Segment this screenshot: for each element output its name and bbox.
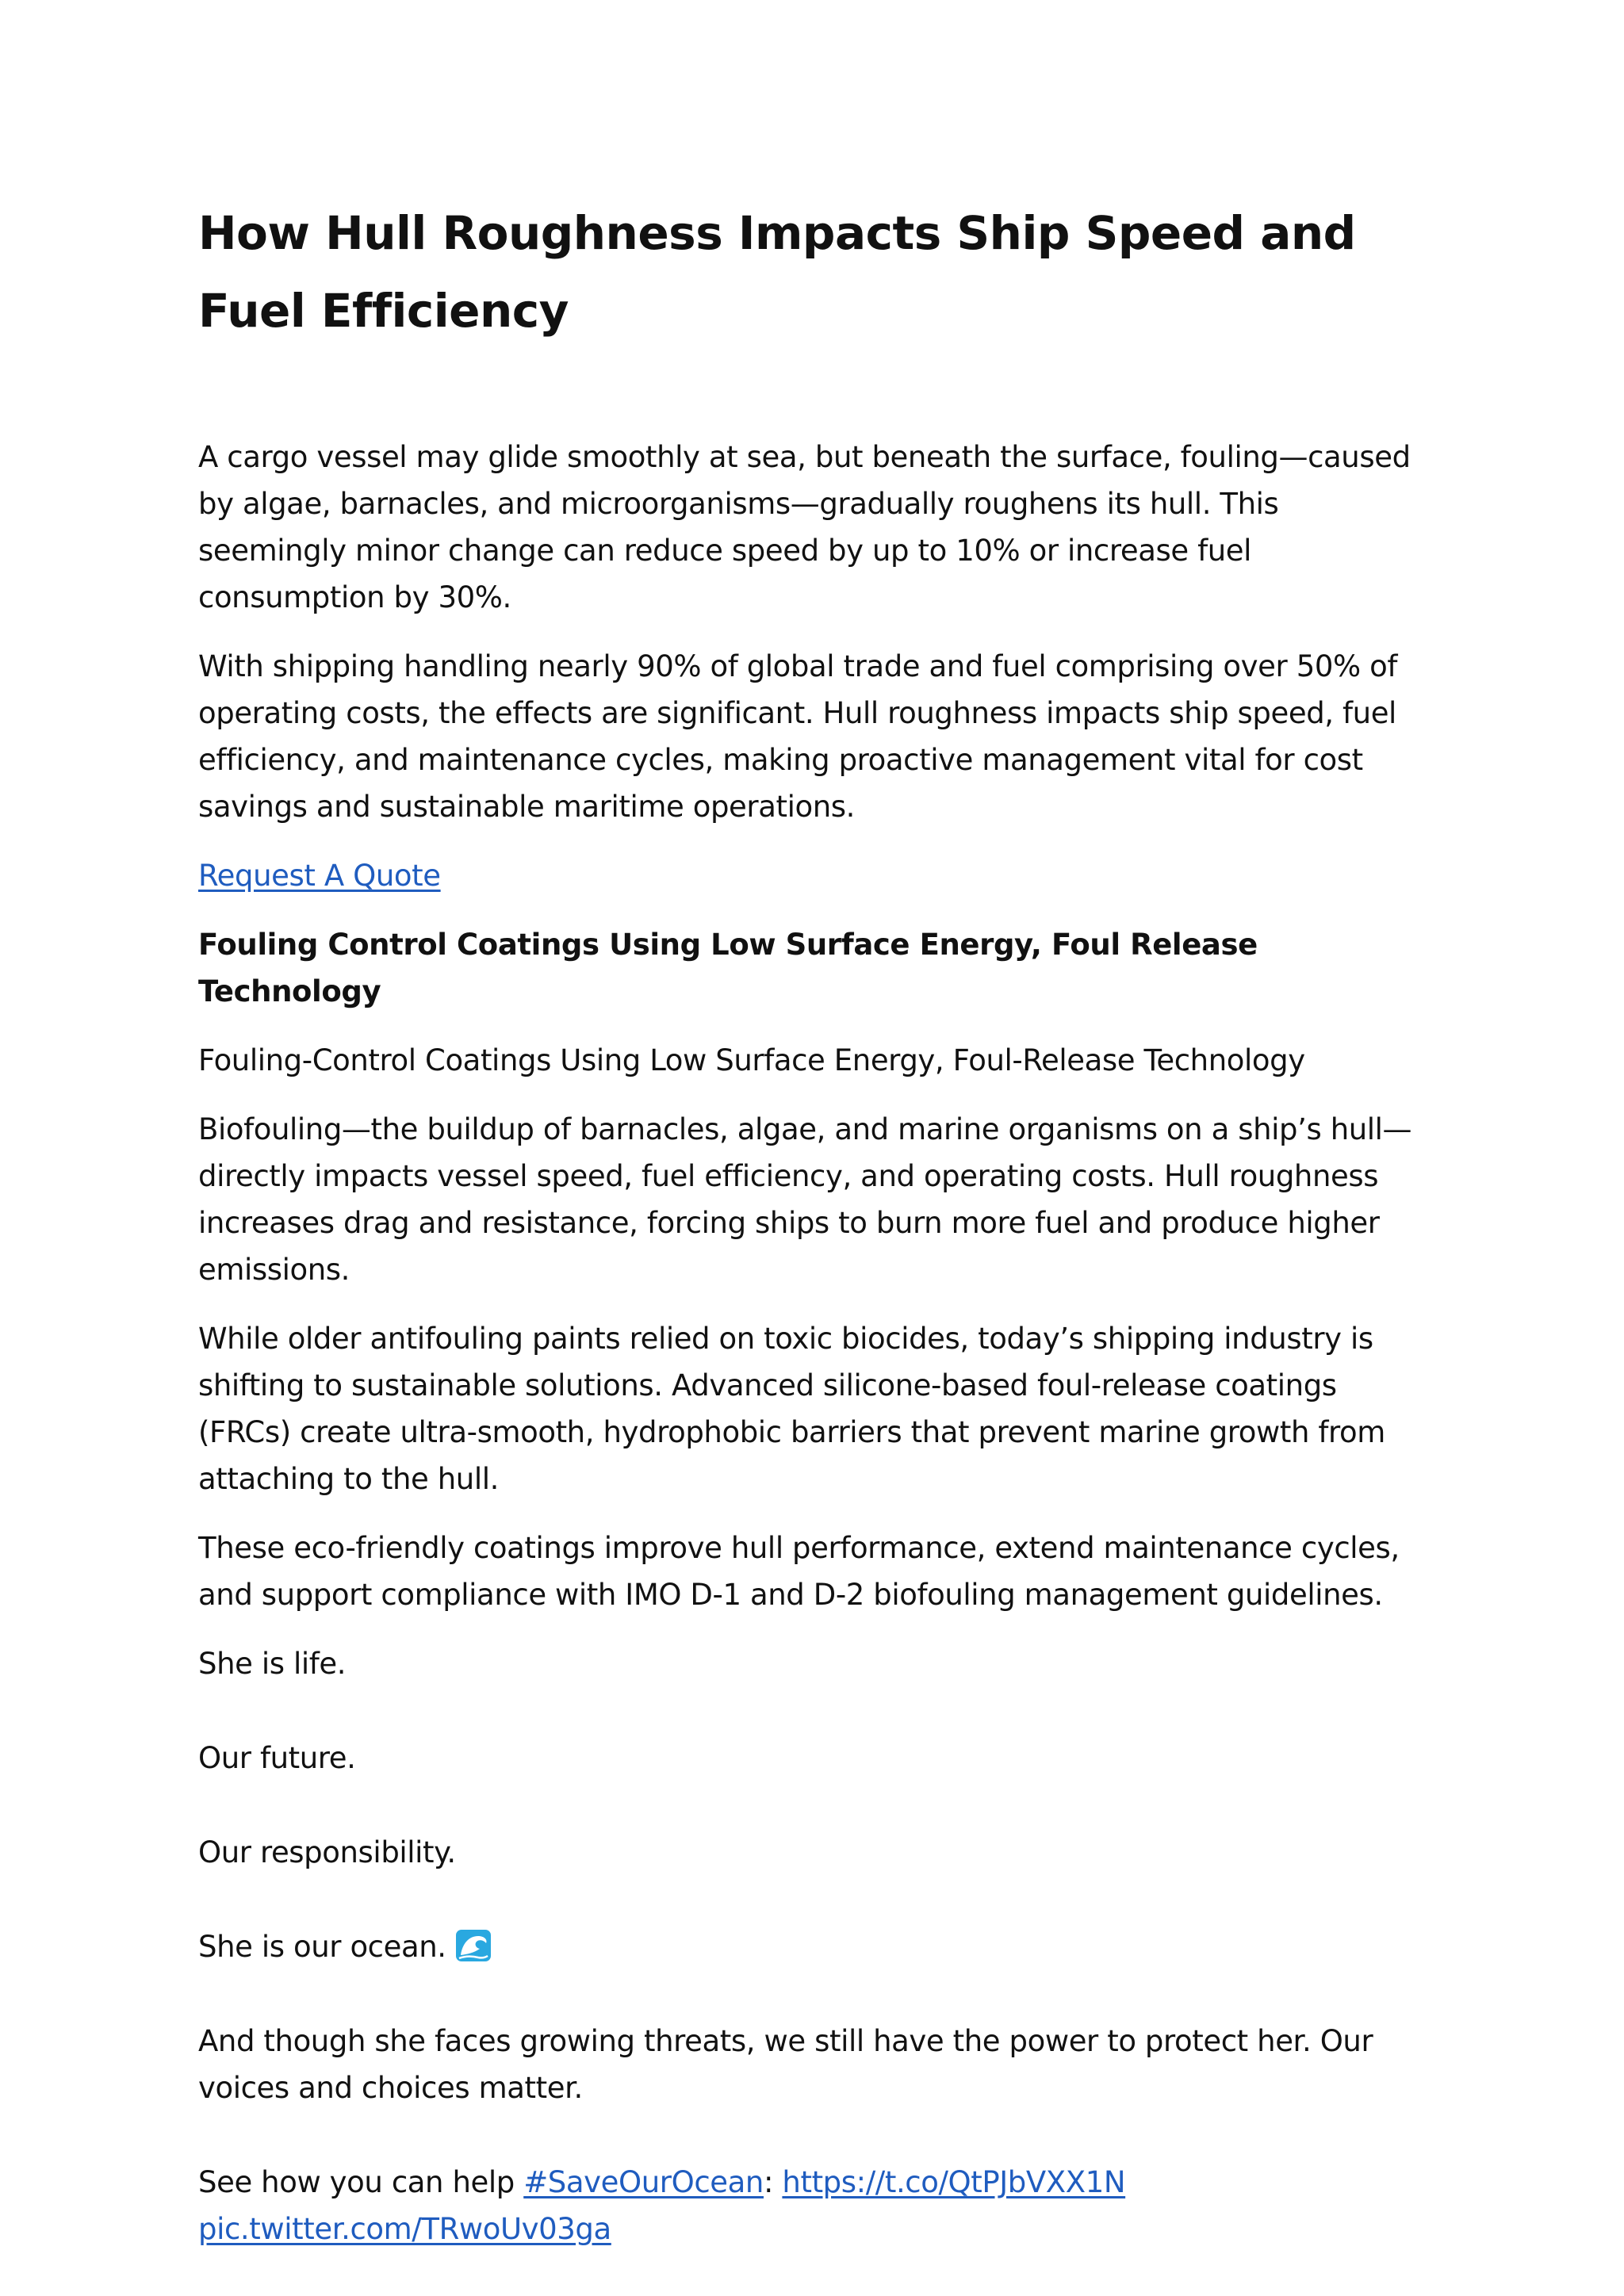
- section-heading: Fouling Control Coatings Using Low Surface Energy, Foul Release Technology: [198, 928, 1258, 1008]
- tweet-line-1: She is life.: [198, 1647, 347, 1681]
- water-wave-icon: [456, 1928, 491, 1960]
- section-paragraph-3: These eco-friendly coatings improve hull performance, extend maintenance cycles, and support compliance with IMO D-1 and D-2 biofouling management guidelines.: [198, 1531, 1400, 1612]
- page-title: How Hull Roughness Impacts Ship Speed and Fuel Efficiency: [198, 206, 1356, 338]
- intro-paragraph-1: A cargo vessel may glide smoothly at sea, but beneath the surface, fouling—caused by algae, barnacles, and microorganisms—gradually roughens its hull. This seemingly minor change can reduce speed by up to 10% or increase fuel consumption by 30%.: [198, 440, 1411, 614]
- tweet-line-4: She is our ocean.: [198, 1930, 446, 1964]
- hashtag-link[interactable]: #SaveOurOcean: [523, 2165, 764, 2199]
- article-body: [198, 434, 1435, 2252]
- help-prefix: See how you can help: [198, 2165, 524, 2199]
- tweet-line-2: Our future.: [198, 1741, 356, 1775]
- tweet-help-line: [198, 2159, 1435, 2252]
- section-subheading: Fouling-Control Coatings Using Low Surface Energy, Foul-Release Technology: [198, 1043, 1305, 1077]
- request-quote-link[interactable]: Request A Quote: [198, 859, 441, 893]
- twitter-pic-link[interactable]: pic.twitter.com/TRwoUv03ga: [198, 2212, 611, 2246]
- section-paragraph-1: Biofouling—the buildup of barnacles, algae, and marine organisms on a ship’s hull—directly impacts vessel speed, fuel efficiency, and operating costs. Hull roughness increases drag and resistance, forcing ships to burn more fuel and produce higher emissions.: [198, 1112, 1412, 1287]
- quote-link-row: [198, 852, 1435, 899]
- tweet-line-5: And though she faces growing threats, we still have the power to protect her. Our voices and choices matter.: [198, 2024, 1373, 2105]
- tweet-line-3: Our responsibility.: [198, 1835, 456, 1869]
- section-paragraph-2: While older antifouling paints relied on toxic biocides, today’s shipping industry is shifting to sustainable solutions. Advanced silicone-based foul-release coatings (FRCs) create ultra-smooth, hydrophobic barriers that prevent marine growth from attaching to the hull.: [198, 1322, 1385, 1496]
- tweet-line-4-row: [198, 1923, 1435, 1970]
- link-separator: :: [763, 2165, 783, 2199]
- document-page: [198, 194, 1435, 2275]
- short-url-link[interactable]: https://t.co/QtPJbVXX1N: [782, 2165, 1126, 2199]
- intro-paragraph-2: With shipping handling nearly 90% of global trade and fuel comprising over 50% of operating costs, the effects are significant. Hull roughness impacts ship speed, fuel efficiency, and maintenance cycles, making proactive management vital for cost savings and sustainable maritime operations.: [198, 649, 1397, 824]
